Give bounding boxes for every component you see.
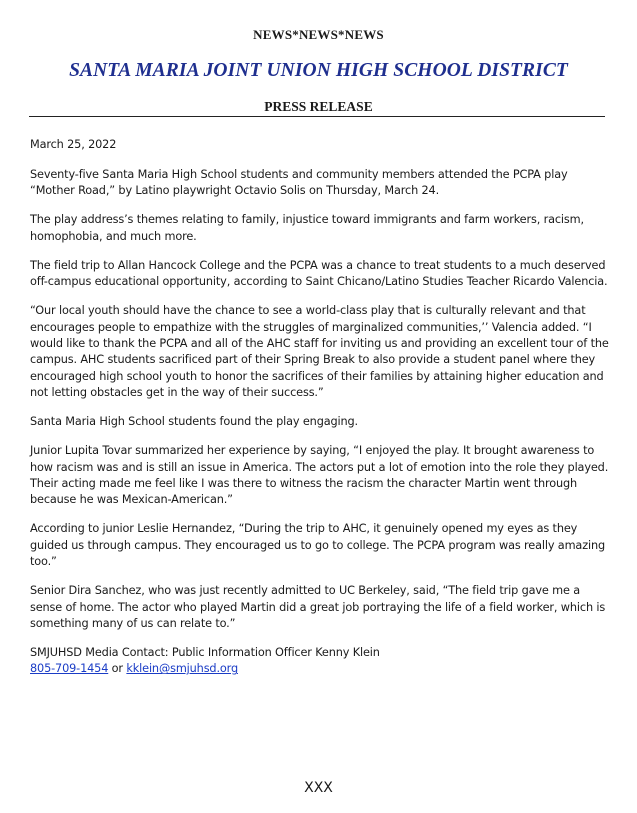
paragraph-sanchez-quote: Senior Dira Sanchez, who was just recently admitted to UC Berkeley, said, “The field trip gave me a sense of home. The actor who played Martin did a great job portraying the life of a field worker, which is something many of us can relate to.” [30,584,606,630]
media-contact: SMJUHSD Media Contact: Public Information Officer Kenny Klein [30,646,380,659]
paragraph-attendance: Seventy-five Santa Maria High School students and community members attended the PCPA play “Mother Road,” by Latino playwright Octavio Solis on Thursday, March 24. [30,167,568,198]
paragraph-field-trip: The field trip to Allan Hancock College and the PCPA was a chance to treat students to a much deserved off-campus educational opportunity, according to Saint Chicano/Latino Studies Teacher Ricardo Valencia. [30,258,608,289]
paragraph-engaging: Santa Maria High School students found the play engaging. [30,415,358,429]
news-banner: NEWS*NEWS*NEWS [253,27,384,42]
header-divider [29,116,605,117]
end-mark: XXX [304,780,333,796]
release-date: March 25, 2022 [30,138,117,151]
article-body [30,137,610,678]
contact-details [30,661,610,677]
paragraph-themes: The play address’s themes relating to family, injustice toward immigrants and farm workers, racism, homophobia, and much more. [30,213,584,243]
email-link[interactable]: kklein@smjuhsd.org [126,662,238,676]
district-title: SANTA MARIA JOINT UNION HIGH SCHOOL DISTRICT [69,60,568,81]
paragraph-tovar-quote: Junior Lupita Tovar summarized her experience by saying, “I enjoyed the play. It brought awareness to how racism was and is still an issue in America. The actors put a lot of emotion into the role they played. Their acting made me feel like I was there to witness the racism the character Martin went through because he was Mexican-American.” [30,444,609,507]
press-release-label: PRESS RELEASE [264,99,373,114]
contact-separator: or [108,662,127,676]
paragraph-valencia-quote: “Our local youth should have the chance to see a world-class play that is culturally relevant and that encourages people to empathize with the struggles of marginalized communities,’’ Valencia added. “I would like to thank the PCPA and all of the AHC staff for inviting us and providing an excellent tour of the campus. AHC students sacrificed part of their Spring Break to also provide a student panel where they encouraged high school youth to honor the sacrifices of their families by attaining higher education and not letting obstacles get in the way of their success.” [30,304,609,400]
paragraph-hernandez-quote: According to junior Leslie Hernandez, “During the trip to AHC, it genuinely opened my eyes as they guided us through campus. They encouraged us to go to college. The PCPA program was really amazing too.” [30,522,605,569]
phone-link[interactable]: 805-709-1454 [30,662,109,676]
